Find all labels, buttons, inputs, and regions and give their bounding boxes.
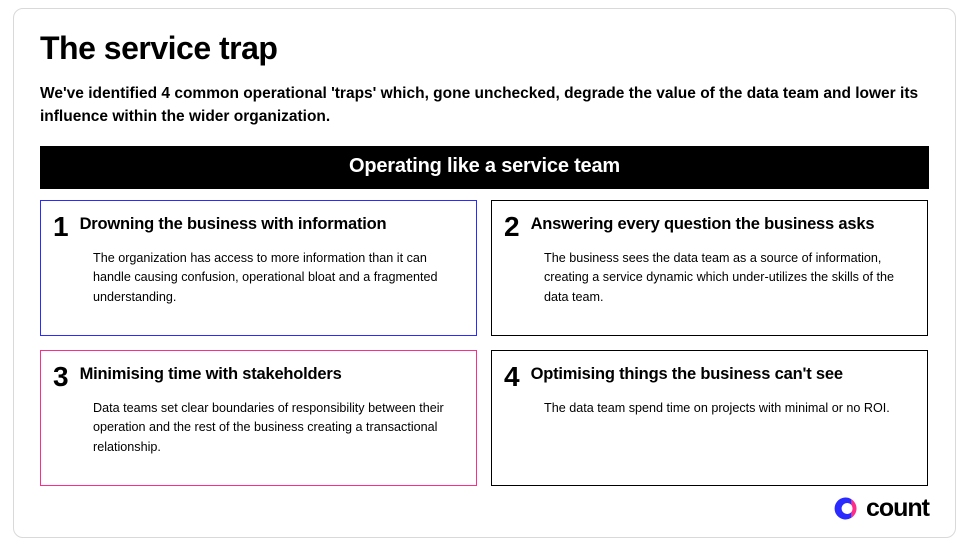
page-title: The service trap — [40, 30, 278, 66]
trap-card-3-number: 3 — [53, 361, 69, 393]
trap-card-2-body: The business sees the data team as a source of information, creating a service dynamic which under-utilizes the skills of the data team. — [544, 250, 894, 304]
trap-card-2 — [491, 200, 928, 336]
trap-card-1-number: 1 — [53, 211, 69, 243]
trap-card-grid — [40, 200, 929, 486]
trap-card-4-title: Optimising things the business can't see — [530, 365, 843, 384]
page-subtitle: We've identified 4 common operational 'traps' which, gone unchecked, degrade the value of the data team and lower its influence within the wider organization. — [40, 85, 919, 125]
trap-card-4-body: The data team spend time on projects with minimal or no ROI. — [544, 400, 890, 415]
trap-card-3-body: Data teams set clear boundaries of responsibility between their operation and the rest of the business creating a transactional relationship. — [93, 400, 444, 454]
slide-canvas — [13, 8, 956, 538]
trap-card-1-body: The organization has access to more information than it can handle causing confusion, operational bloat and a fragmented understanding. — [93, 250, 438, 304]
trap-card-1-title: Drowning the business with information — [79, 215, 387, 234]
slide-content — [40, 25, 929, 523]
trap-card-3-head — [53, 361, 462, 391]
trap-card-2-head — [504, 211, 913, 241]
count-logo-icon — [832, 495, 859, 522]
brand-footer — [832, 494, 929, 523]
trap-card-3 — [40, 350, 477, 486]
count-logo-text: count — [865, 494, 929, 522]
trap-card-4-number: 4 — [504, 361, 520, 393]
trap-card-1 — [40, 200, 477, 336]
trap-card-4-head — [504, 361, 913, 391]
trap-card-1-head — [53, 211, 462, 241]
trap-card-3-title: Minimising time with stakeholders — [79, 365, 342, 384]
trap-card-2-number: 2 — [504, 211, 520, 243]
trap-card-2-title: Answering every question the business asks — [530, 215, 875, 234]
section-band: Operating like a service team — [40, 146, 929, 189]
trap-card-4 — [491, 350, 928, 486]
